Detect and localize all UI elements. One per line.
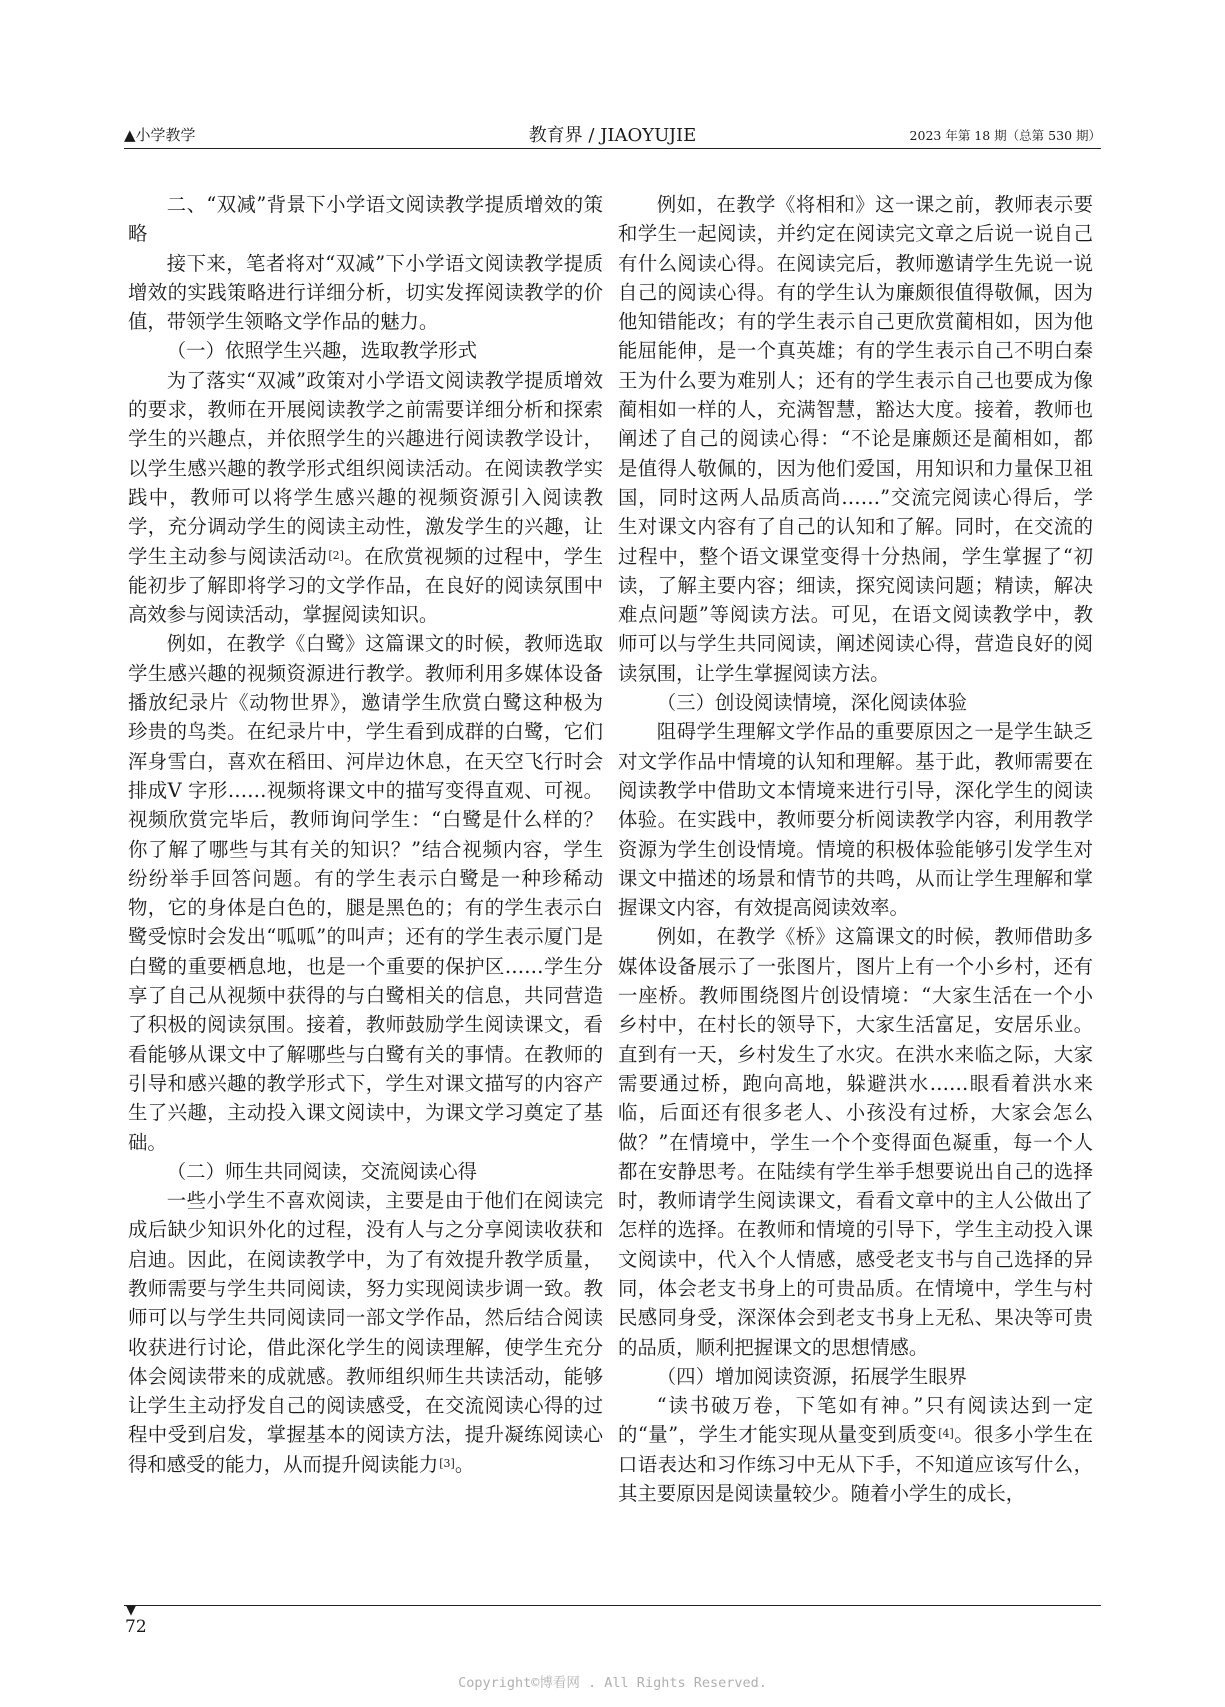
paragraph — [128, 366, 603, 630]
triangle-down-icon: ▼ — [126, 1603, 136, 1618]
paragraph-text: “读书破万卷，下笔如有神。”只有阅读达到一定的“量”，学生才能实现从量变到质变 — [618, 1394, 1093, 1447]
left-column — [128, 190, 603, 1479]
paragraph: 例如，在教学《将相和》这一课之前，教师表示要和学生一起阅读，并约定在阅读完文章之后说一说自己有什么阅读心得。在阅读完后，教师邀请学生先说一说自己的阅读心得。有的学生认为廉颇很值得敬佩，因为他知错能改；有的学生表示自己更欣赏蔺相如，因为他能屈能伸，是一个真英雄；有的学生表示自己不明白秦王为什么要为难别人；还有的学生表示自己也要成为像蔺相如一样的人，充满智慧，豁达大度。接着，教师也阐述了自己的阅读心得：“不论是廉颇还是蔺相如，都是值得人敬佩的，因为他们爱国，用知识和力量保卫祖国，同时这两人品质高尚……”交流完阅读心得后，学生对课文内容有了自己的认知和了解。同时，在交流的过程中，整个语文课堂变得十分热闹，学生掌握了“初读，了解主要内容；细读，探究阅读问题；精读，解决难点问题”等阅读方法。可见，在语文阅读教学中，教师可以与学生共同阅读，阐述阅读心得，营造良好的阅读氛围，让学生掌握阅读方法。 — [618, 193, 1093, 685]
subsection-heading: （三）创设阅读情境，深化阅读体验 — [656, 691, 968, 715]
paragraph-text: 。很多小学生在口语表达和习作练习中无从下手，不知道应该写什么，其主要原因是阅读量较少。随着小学生的成长， — [618, 1423, 1094, 1506]
section-label: ▲小学教学 — [124, 126, 196, 144]
paragraph-text: 一些小学生不喜欢阅读，主要是由于他们在阅读完成后缺少知识外化的过程，没有人与之分享阅读收获和启迪。因此，在阅读教学中，为了有效提升教学质量，教师需要与学生共同阅读，努力实现阅读步调一致。教师可以与学生共同阅读同一部文学作品，然后结合阅读收获进行讨论，借此深化学生的阅读理解，使学生充分体会阅读带来的成就感。教师组织师生共读活动，能够让学生主动抒发自己的阅读感受，在交流阅读心得的过程中受到启发，掌握基本的阅读方法，提升凝练阅读心得和感受的能力，从而提升阅读能力 — [128, 1189, 603, 1476]
subsection-heading: （四）增加阅读资源，拓展学生眼界 — [656, 1364, 968, 1388]
journal-title: 教育界 / JIAOYUJIE — [528, 125, 697, 146]
paragraph-text: 为了落实“双减”政策对小学语文阅读教学提质增效的要求，教师在开展阅读教学之前需要详细分析和探索学生的兴趣点，并依照学生的兴趣进行阅读教学设计，以学生感兴趣的教学形式组织阅读活动。在阅读教学实践中，教师可以将学生感兴趣的视频资源引入阅读教学，充分调动学生的阅读主动性，激发学生的兴趣，让学生主动参与阅读活动 — [128, 368, 603, 568]
paragraph: 阻碍学生理解文学作品的重要原因之一是学生缺乏对文学作品中情境的认知和理解。基于此，教师需要在阅读教学中借助文本情境来进行引导，深化学生的阅读体验。在实践中，教师要分析阅读教学内容，利用教学资源为学生创设情境。情境的积极体验能够引发学生对课文中描述的场景和情节的共鸣，从而让学生理解和掌握课文内容，有效提高阅读效率。 — [618, 720, 1093, 920]
issue-info: 2023 年第 18 期（总第 530 期） — [909, 128, 1101, 143]
section-heading: 二、“双减”背景下小学语文阅读教学提质增效的策略 — [128, 193, 603, 246]
citation-ref: [3] — [439, 1456, 455, 1470]
citation-ref: [2] — [328, 548, 344, 562]
paragraph: 接下来，笔者将对“双减”下小学语文阅读教学提质增效的实践策略进行详细分析，切实发挥阅读教学的价值，带领学生领略文学作品的魅力。 — [128, 251, 603, 334]
page-number: 72 — [125, 1617, 147, 1637]
paragraph — [128, 1186, 603, 1479]
paragraph: 例如，在教学《桥》这篇课文的时候，教师借助多媒体设备展示了一张图片，图片上有一个小乡村，还有一座桥。教师围绕图片创设情境：“大家生活在一个小乡村中，在村长的领导下，大家生活富足，安居乐业。直到有一天，乡村发生了水灾。在洪水来临之际，大家需要通过桥，跑向高地，躲避洪水……眼看着洪水来临，后面还有很多老人、小孩没有过桥，大家会怎么做？”在情境中，学生一个个变得面色凝重，每一个人都在安静思考。在陆续有学生举手想要说出自己的选择时，教师请学生阅读课文，看看文章中的主人公做出了怎样的选择。在教师和情境的引导下，学生主动投入课文阅读中，代入个人情感，感受老支书与自己选择的异同，体会老支书身上的可贵品质。在情境中，学生与村民感同身受，深深体会到老支书身上无私、果决等可贵的品质，顺利把握课文的思想情感。 — [618, 925, 1093, 1359]
subsection-heading: （二）师生共同阅读，交流阅读心得 — [166, 1159, 478, 1183]
paragraph: 例如，在教学《白鹭》这篇课文的时候，教师选取学生感兴趣的视频资源进行教学。教师利用多媒体设备播放纪录片《动物世界》，邀请学生欣赏白鹭这种极为珍贵的鸟类。在纪录片中，学生看到成群的白鹭，它们浑身雪白，喜欢在稻田、河岸边休息，在天空飞行时会排成V 字形……视频将课文中的描写变得直观、可视。视频欣赏完毕后，教师询问学生：“白鹭是什么样的？你了解了哪些与其有关的知识？”结合视频内容，学生纷纷举手回答问题。有的学生表示白鹭是一种珍稀动物，它的身体是白色的，腿是黑色的；有的学生表示白鹭受惊时会发出“呱呱”的叫声；还有的学生表示厦门是白鹭的重要栖息地，也是一个重要的保护区……学生分享了自己从视频中获得的与白鹭相关的信息，共同营造了积极的阅读氛围。接着，教师鼓励学生阅读课文，看看能够从课文中了解哪些与白鹭有关的事情。在教师的引导和感兴趣的教学形式下，学生对课文描写的内容产生了兴趣，主动投入课文阅读中，为课文学习奠定了基础。 — [128, 632, 603, 1154]
right-column — [618, 190, 1093, 1508]
subsection-heading: （一）依照学生兴趣，选取教学形式 — [166, 339, 478, 363]
running-header — [124, 118, 1101, 149]
citation-ref: [4] — [938, 1427, 954, 1441]
paragraph-text: 。在欣赏视频的过程中，学生能初步了解即将学习的文学作品，在良好的阅读氛围中高效参与阅读活动，掌握阅读知识。 — [128, 544, 604, 627]
paragraph — [618, 1391, 1093, 1508]
paragraph-text: 。 — [454, 1452, 475, 1476]
footer-rule — [124, 1605, 1101, 1606]
copyright-notice: Copyright©博看网 . All Rights Reserved. — [458, 1675, 767, 1691]
